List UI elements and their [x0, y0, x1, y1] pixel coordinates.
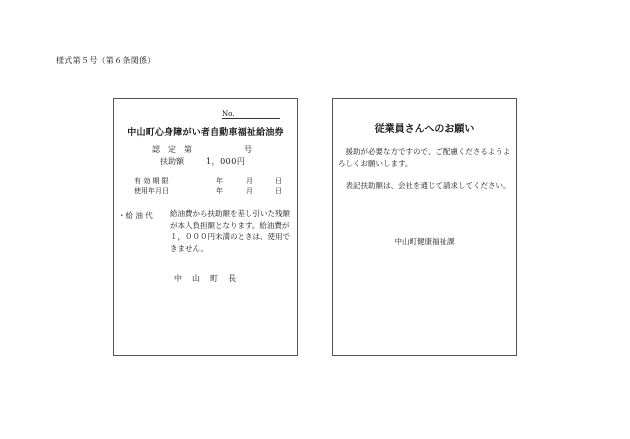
subsidy-label: 扶助額	[160, 157, 184, 166]
certification-suffix: 号	[244, 145, 252, 154]
fuel-cost-label: ・給 油 代	[118, 211, 153, 220]
use-date-label: 使用年月日	[134, 187, 169, 195]
issuer-signature: 中 山 町 長	[174, 274, 237, 283]
certification-label: 認 定 第	[152, 145, 192, 154]
fuel-ticket-card	[113, 98, 298, 356]
form-number: 様式第５号（第６条関係）	[56, 56, 156, 65]
use-date-month: 月	[246, 187, 253, 195]
validity-month: 月	[246, 177, 253, 185]
use-date-year: 年	[216, 187, 223, 195]
use-date-day: 日	[275, 187, 282, 195]
notice-paragraph-1: 援助が必要な方ですので、ご配慮くださるようよろしくお願いします。	[338, 147, 511, 168]
fuel-cost-note: 給油費から扶助額を差し引いた残額が本人負担額となります。給油費が１，０００円未満のときは、使用できません。	[170, 209, 290, 253]
notice-department: 中山町健康福祉課	[394, 237, 455, 246]
notice-paragraph-2: 表記扶助額は、会社を通じて請求してください。	[338, 181, 511, 190]
validity-label: 有 効 期 限	[134, 177, 169, 185]
notice-card	[332, 98, 517, 356]
ticket-number-label: No.	[222, 110, 235, 118]
validity-day: 日	[275, 177, 282, 185]
ticket-title: 中山町心身障がい者自動車福祉給油券	[127, 128, 284, 138]
notice-title: 従業員さんへのお願い	[374, 124, 475, 135]
validity-year: 年	[216, 177, 223, 185]
ticket-number-line	[222, 118, 280, 119]
subsidy-value: 1，000円	[206, 157, 246, 166]
